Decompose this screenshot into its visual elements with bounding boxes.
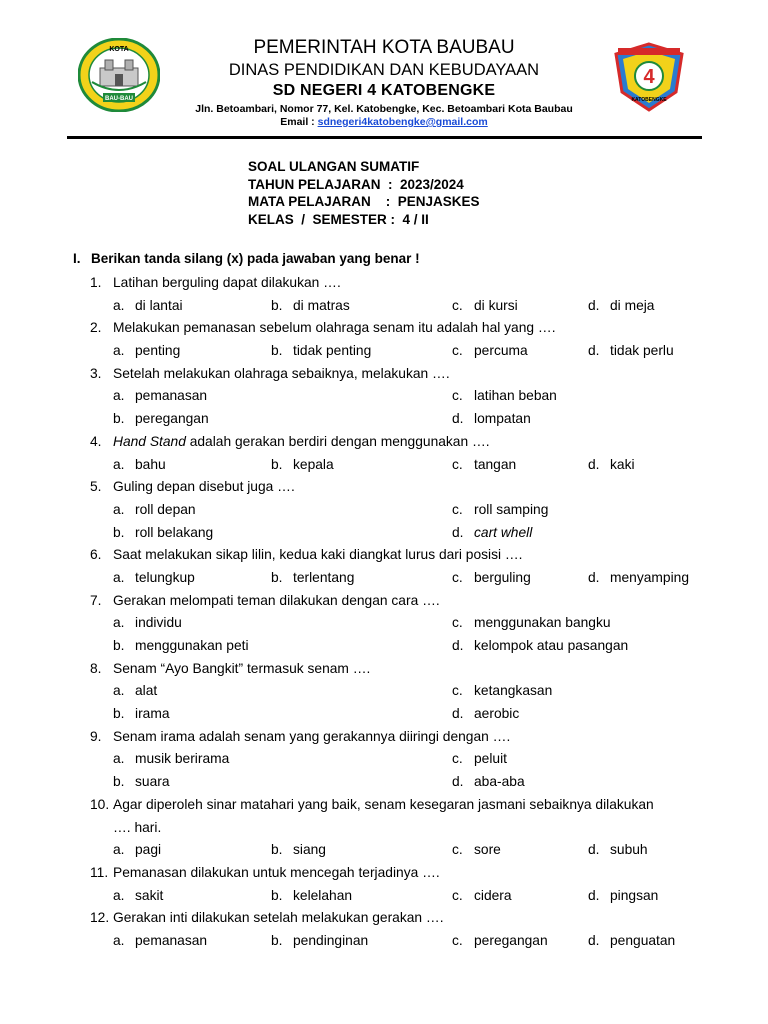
option-letter: d. bbox=[452, 524, 464, 540]
exam-info bbox=[248, 158, 480, 228]
answer-option-d[interactable] bbox=[588, 839, 648, 862]
answer-option-b[interactable] bbox=[271, 454, 334, 477]
question-5 bbox=[0, 476, 768, 499]
option-letter: b. bbox=[271, 842, 283, 858]
answer-options-row bbox=[0, 885, 768, 908]
question-text-continued: …. hari. bbox=[113, 819, 162, 835]
answer-option-a[interactable] bbox=[113, 385, 207, 408]
section-number: I. bbox=[73, 251, 81, 266]
question-text: Melakukan pemanasan sebelum olahraga senam itu adalah hal yang …. bbox=[113, 320, 556, 336]
option-letter: b. bbox=[271, 569, 283, 585]
option-letter: a. bbox=[113, 297, 125, 313]
option-text: berguling bbox=[474, 569, 531, 585]
option-letter: a. bbox=[113, 456, 125, 472]
answer-option-a[interactable] bbox=[113, 930, 207, 953]
answer-option-d[interactable] bbox=[588, 340, 674, 363]
answer-option-b[interactable] bbox=[271, 340, 371, 363]
option-letter: d. bbox=[588, 297, 600, 313]
question-text: Guling depan disebut juga …. bbox=[113, 479, 295, 495]
question-3 bbox=[0, 363, 768, 386]
answer-option-b[interactable] bbox=[271, 295, 350, 318]
option-text: kelelahan bbox=[293, 887, 353, 903]
answer-option-a[interactable] bbox=[113, 499, 196, 522]
answer-option-a[interactable] bbox=[113, 295, 183, 318]
option-letter: a. bbox=[113, 388, 125, 404]
option-text: suara bbox=[135, 774, 170, 790]
option-text: pendinginan bbox=[293, 932, 369, 948]
question-list bbox=[0, 272, 768, 953]
option-letter: b. bbox=[271, 456, 283, 472]
question-11 bbox=[0, 862, 768, 885]
option-letter: a. bbox=[113, 751, 125, 767]
question-number: 4. bbox=[90, 433, 102, 449]
answer-option-c[interactable] bbox=[452, 885, 512, 908]
option-letter: b. bbox=[271, 297, 283, 313]
option-text: tidak perlu bbox=[610, 343, 674, 359]
option-text: menggunakan bangku bbox=[474, 615, 611, 631]
subject: MATA PELAJARAN : PENJASKES bbox=[248, 194, 480, 209]
option-text: aba-aba bbox=[474, 774, 525, 790]
question-text: Saat melakukan sikap lilin, kedua kaki diangkat lurus dari posisi …. bbox=[113, 547, 523, 563]
question-12 bbox=[0, 907, 768, 930]
question-number: 6. bbox=[90, 547, 102, 563]
option-letter: c. bbox=[452, 388, 463, 404]
question-text: Hand Stand adalah gerakan berdiri dengan menggunakan …. bbox=[113, 433, 490, 449]
svg-text:4: 4 bbox=[643, 66, 655, 88]
answer-option-b[interactable] bbox=[113, 522, 213, 545]
question-9 bbox=[0, 726, 768, 749]
option-text: irama bbox=[135, 706, 170, 722]
option-letter: b. bbox=[113, 524, 125, 540]
answer-options-row bbox=[0, 635, 768, 658]
logo-left-top-text: KOTA bbox=[109, 46, 129, 53]
section-instruction: Berikan tanda silang (x) pada jawaban yang benar ! bbox=[91, 251, 420, 266]
option-letter: b. bbox=[271, 932, 283, 948]
answer-option-a[interactable] bbox=[113, 839, 161, 862]
option-text: roll samping bbox=[474, 501, 549, 517]
option-letter: d. bbox=[588, 887, 600, 903]
answer-options-row bbox=[0, 680, 768, 703]
email-label: Email : bbox=[280, 116, 318, 128]
option-text: pingsan bbox=[610, 887, 659, 903]
option-letter: b. bbox=[113, 638, 125, 653]
question-text: Gerakan melompati teman dilakukan dengan cara …. bbox=[113, 592, 440, 608]
option-letter: c. bbox=[452, 501, 463, 517]
answer-option-d[interactable] bbox=[588, 885, 658, 908]
answer-option-d[interactable] bbox=[588, 567, 689, 590]
logo-right-text: KATOBENGKE bbox=[631, 97, 667, 103]
question-number: 8. bbox=[90, 660, 102, 676]
answer-options-row bbox=[0, 703, 768, 726]
question-number: 11. bbox=[90, 864, 109, 880]
answer-options-row bbox=[0, 839, 768, 862]
answer-options-row bbox=[0, 499, 768, 522]
answer-option-c[interactable] bbox=[452, 567, 531, 590]
option-text: penguatan bbox=[610, 932, 676, 948]
option-letter: c. bbox=[452, 569, 463, 585]
option-text: bahu bbox=[135, 456, 166, 472]
answer-options-row bbox=[0, 612, 768, 635]
option-text: menggunakan peti bbox=[135, 638, 249, 653]
option-text: cart whell bbox=[474, 524, 533, 540]
option-letter: c. bbox=[452, 842, 463, 858]
question-4 bbox=[0, 431, 768, 454]
option-letter: c. bbox=[452, 887, 463, 903]
option-text: di meja bbox=[610, 297, 655, 313]
option-text: aerobic bbox=[474, 706, 520, 722]
exam-title: SOAL ULANGAN SUMATIF bbox=[248, 159, 420, 174]
answer-option-d[interactable] bbox=[452, 703, 519, 726]
answer-option-a[interactable] bbox=[113, 454, 166, 477]
option-text: musik berirama bbox=[135, 751, 230, 767]
option-letter: d. bbox=[452, 706, 464, 722]
option-text: ketangkasan bbox=[474, 683, 553, 699]
option-text: di matras bbox=[293, 297, 350, 313]
answer-options-row bbox=[0, 748, 768, 771]
question-6 bbox=[0, 544, 768, 567]
option-letter: a. bbox=[113, 932, 125, 948]
answer-option-a[interactable] bbox=[113, 340, 180, 363]
option-letter: d. bbox=[452, 411, 464, 427]
option-text: sakit bbox=[135, 887, 164, 903]
answer-option-b[interactable] bbox=[113, 635, 249, 658]
option-text: subuh bbox=[610, 842, 648, 858]
question-1 bbox=[0, 272, 768, 295]
answer-option-c[interactable] bbox=[452, 680, 552, 703]
question-8 bbox=[0, 658, 768, 681]
option-letter: a. bbox=[113, 569, 125, 585]
option-text: roll depan bbox=[135, 501, 196, 517]
answer-option-c[interactable] bbox=[452, 839, 501, 862]
option-text: pagi bbox=[135, 842, 162, 858]
answer-option-d[interactable] bbox=[452, 635, 628, 658]
answer-option-a[interactable] bbox=[113, 885, 163, 908]
question-text: Latihan berguling dapat dilakukan …. bbox=[113, 275, 341, 290]
option-letter: d. bbox=[452, 774, 464, 790]
answer-options-row bbox=[0, 567, 768, 590]
option-text: individu bbox=[135, 615, 182, 631]
option-text: peregangan bbox=[474, 932, 548, 948]
option-text: cidera bbox=[474, 887, 512, 903]
question-text: Senam irama adalah senam yang gerakannya diiringi dengan …. bbox=[113, 728, 511, 744]
option-letter: b. bbox=[271, 343, 283, 359]
question-number: 12. bbox=[90, 910, 110, 926]
question-number: 5. bbox=[90, 479, 102, 495]
answer-option-c[interactable] bbox=[452, 340, 528, 363]
question-number: 7. bbox=[90, 592, 102, 608]
option-letter: a. bbox=[113, 501, 125, 517]
letterhead bbox=[0, 0, 768, 140]
school-address: Jln. Betoambari, Nomor 77, Kel. Katobengke, Kec. Betoambari Kota Baubau bbox=[195, 103, 573, 115]
answer-option-a[interactable] bbox=[113, 680, 157, 703]
option-letter: d. bbox=[588, 456, 600, 472]
option-letter: d. bbox=[588, 569, 600, 585]
option-letter: d. bbox=[588, 343, 600, 359]
option-letter: b. bbox=[113, 411, 125, 427]
option-text: kelompok atau pasangan bbox=[474, 638, 629, 653]
school-name: SD NEGERI 4 KATOBENGKE bbox=[272, 82, 496, 99]
option-text: lompatan bbox=[474, 411, 531, 427]
question-7 bbox=[0, 590, 768, 613]
answer-option-d[interactable] bbox=[588, 454, 635, 477]
option-letter: a. bbox=[113, 683, 125, 699]
option-text: di kursi bbox=[474, 297, 518, 313]
answer-option-b[interactable] bbox=[113, 408, 209, 431]
option-letter: c. bbox=[452, 932, 463, 948]
answer-option-d[interactable] bbox=[588, 930, 675, 953]
option-text: sore bbox=[474, 842, 501, 858]
answer-options-row bbox=[0, 454, 768, 477]
answer-option-a[interactable] bbox=[113, 612, 182, 635]
answer-option-c[interactable] bbox=[452, 930, 548, 953]
option-letter: c. bbox=[452, 297, 463, 313]
option-text: tidak penting bbox=[293, 343, 372, 359]
answer-option-d[interactable] bbox=[588, 295, 654, 318]
answer-options-row bbox=[0, 295, 768, 318]
option-letter: d. bbox=[588, 842, 600, 858]
email-link[interactable]: sdnegeri4katobengke@gmail.com bbox=[317, 116, 488, 128]
option-letter: c. bbox=[452, 456, 463, 472]
class-semester: KELAS / SEMESTER : 4 / II bbox=[248, 211, 429, 227]
answer-option-d[interactable] bbox=[452, 522, 532, 545]
answer-options-row bbox=[0, 408, 768, 431]
question-2 bbox=[0, 317, 768, 340]
answer-options-row bbox=[0, 522, 768, 545]
answer-option-a[interactable] bbox=[113, 748, 229, 771]
option-text: tangan bbox=[474, 456, 517, 472]
option-letter: b. bbox=[113, 774, 125, 790]
question-number: 9. bbox=[90, 728, 102, 744]
option-text: kepala bbox=[293, 456, 334, 472]
answer-option-b[interactable] bbox=[113, 771, 170, 794]
question-text: Pemanasan dilakukan untuk mencegah terjadinya …. bbox=[113, 864, 440, 880]
question-number: 1. bbox=[90, 275, 102, 290]
option-text: roll belakang bbox=[135, 524, 214, 540]
academic-year: TAHUN PELAJARAN : 2023/2024 bbox=[248, 176, 464, 192]
question-text: Senam “Ayo Bangkit” termasuk senam …. bbox=[113, 660, 371, 676]
option-text: alat bbox=[135, 683, 158, 699]
option-letter: c. bbox=[452, 751, 463, 767]
answer-option-b[interactable] bbox=[271, 839, 326, 862]
option-text: peluit bbox=[474, 751, 507, 767]
answer-options-row bbox=[0, 340, 768, 363]
answer-option-c[interactable] bbox=[452, 612, 611, 635]
school-logo bbox=[612, 42, 686, 112]
header-divider bbox=[67, 136, 702, 139]
question-text: Setelah melakukan olahraga sebaiknya, melakukan …. bbox=[113, 365, 450, 381]
option-letter: c. bbox=[452, 343, 463, 359]
question-text: Agar diperoleh sinar matahari yang baik, senam kesegaran jasmani sebaiknya dilakukan bbox=[113, 796, 654, 812]
option-letter: c. bbox=[452, 683, 463, 699]
question-number: 3. bbox=[90, 365, 102, 381]
question-number: 10. bbox=[90, 796, 110, 812]
school-email bbox=[0, 116, 768, 128]
question-text: Gerakan inti dilakukan setelah melakukan gerakan …. bbox=[113, 910, 444, 926]
answer-options-row bbox=[0, 771, 768, 794]
answer-option-c[interactable] bbox=[452, 295, 518, 318]
answer-option-d[interactable] bbox=[452, 408, 531, 431]
option-text: penting bbox=[135, 343, 181, 359]
answer-option-c[interactable] bbox=[452, 454, 516, 477]
option-letter: b. bbox=[113, 706, 125, 722]
section-title bbox=[73, 251, 420, 266]
option-text: kaki bbox=[610, 456, 635, 472]
option-text: telungkup bbox=[135, 569, 195, 585]
option-text: siang bbox=[293, 842, 326, 858]
option-letter: d. bbox=[452, 638, 464, 653]
agency-title: DINAS PENDIDIKAN DAN KEBUDAYAAN bbox=[228, 61, 540, 79]
option-text: peregangan bbox=[135, 411, 209, 427]
option-text: di lantai bbox=[135, 297, 183, 313]
option-text: menyamping bbox=[610, 569, 689, 585]
option-text: percuma bbox=[474, 343, 528, 359]
answer-option-b[interactable] bbox=[271, 567, 354, 590]
answer-option-c[interactable] bbox=[452, 748, 507, 771]
option-letter: a. bbox=[113, 842, 125, 858]
option-text: pemanasan bbox=[135, 932, 208, 948]
question-10-continued bbox=[0, 817, 768, 840]
logo-left-bottom-text: BAU-BAU bbox=[105, 96, 133, 102]
answer-option-c[interactable] bbox=[452, 499, 548, 522]
answer-option-a[interactable] bbox=[113, 567, 195, 590]
option-text: pemanasan bbox=[135, 388, 208, 404]
answer-option-b[interactable] bbox=[113, 703, 170, 726]
option-letter: a. bbox=[113, 343, 125, 359]
option-text: terlentang bbox=[293, 569, 355, 585]
option-letter: b. bbox=[271, 887, 283, 903]
answer-options-row bbox=[0, 930, 768, 953]
option-letter: c. bbox=[452, 615, 463, 631]
government-title: PEMERINTAH KOTA BAUBAU bbox=[253, 37, 515, 58]
question-text-italic: Hand Stand bbox=[113, 433, 186, 449]
option-letter: a. bbox=[113, 615, 125, 631]
question-10 bbox=[0, 794, 768, 817]
option-letter: d. bbox=[588, 932, 600, 948]
option-text: latihan beban bbox=[474, 388, 557, 404]
answer-option-c[interactable] bbox=[452, 385, 557, 408]
answer-option-b[interactable] bbox=[271, 930, 368, 953]
answer-options-row bbox=[0, 385, 768, 408]
question-number: 2. bbox=[90, 320, 102, 336]
answer-option-b[interactable] bbox=[271, 885, 352, 908]
option-letter: a. bbox=[113, 887, 125, 903]
answer-option-d[interactable] bbox=[452, 771, 525, 794]
